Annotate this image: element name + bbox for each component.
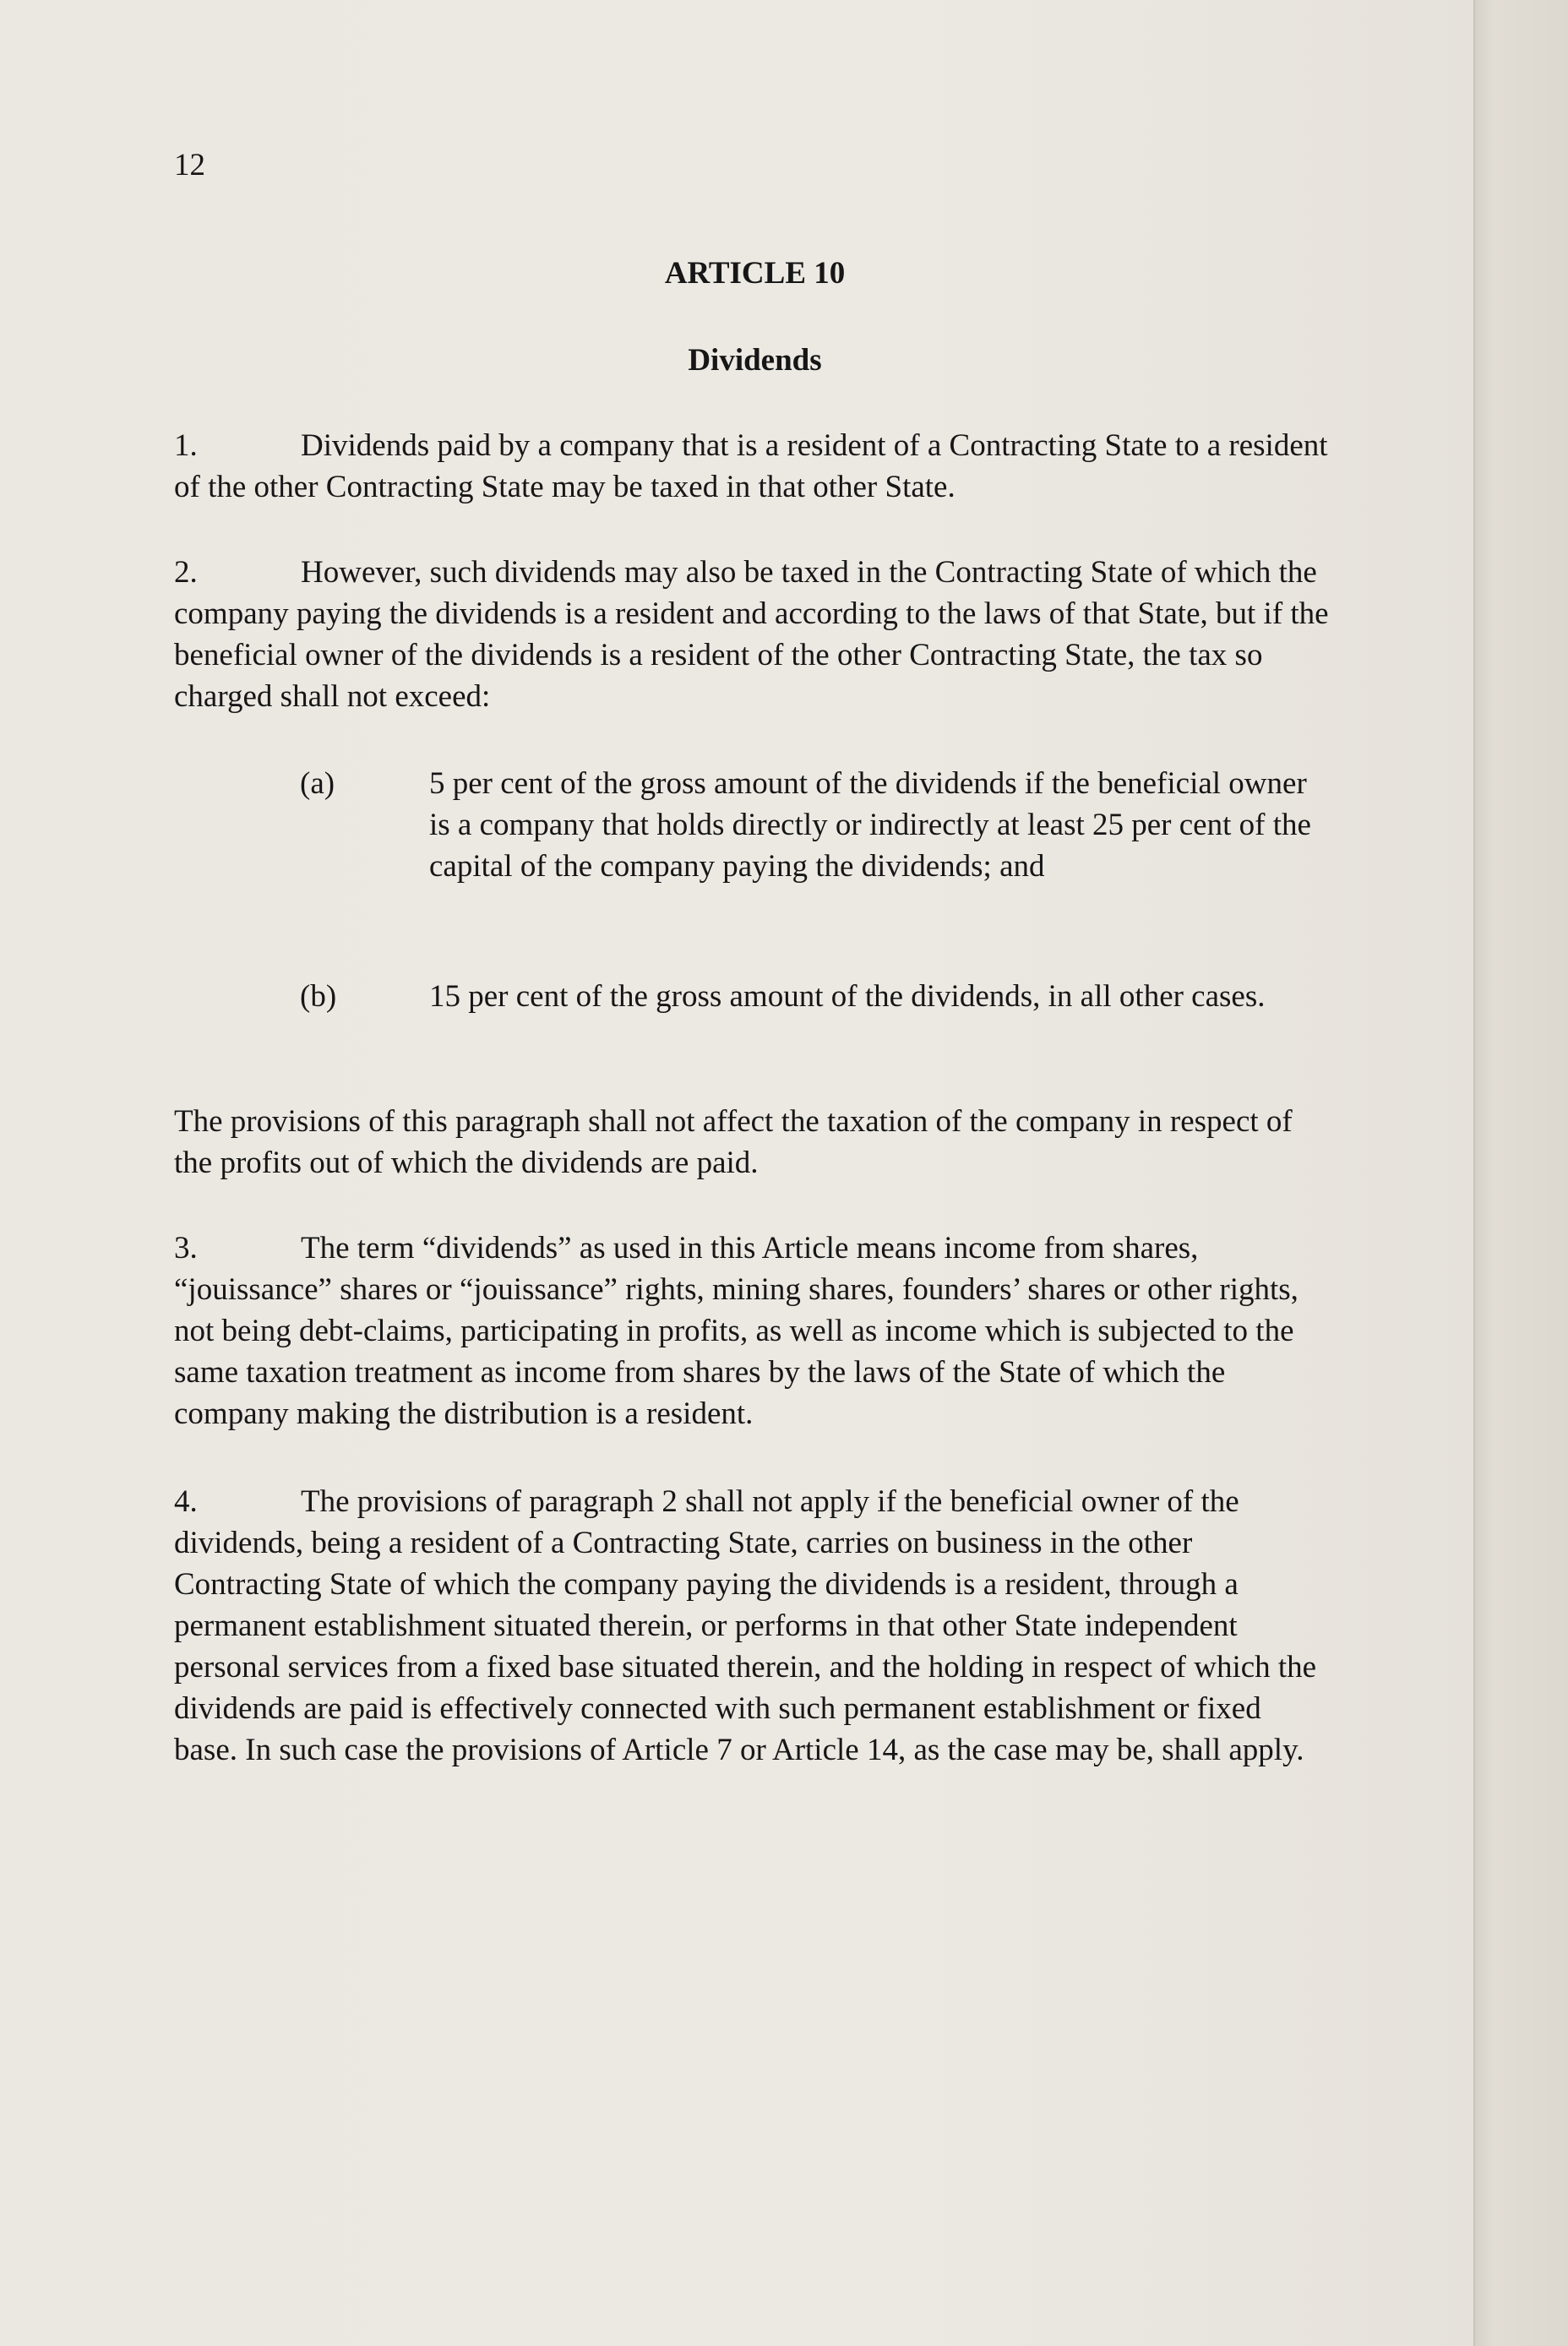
paragraph-2-text: However, such dividends may also be taxed in the Contracting State of which the company paying the dividends is a resident and according to the laws of that State, but if the beneficial owner of the dividends is a resident of the other Contracting State, the tax so charged shall not exceed:: [174, 555, 1329, 714]
subparagraph-b-text: 15 per cent of the gross amount of the dividends, in all other cases.: [429, 979, 1266, 1014]
paragraph-1-number: 1.: [174, 428, 198, 463]
paragraph-2: [174, 552, 1331, 717]
paragraph-3-text: The term “dividends” as used in this Article means income from shares, “jouissance” shares or “jouissance” rights, mining shares, founders’ shares or other rights, not being debt-claims, participating in profits, as well as income which is subjected to the same taxation treatment as income from shares by the laws of the State of which the company making the distribution is a resident.: [174, 1231, 1298, 1431]
article-title: ARTICLE 10: [664, 256, 846, 291]
paragraph-3: [174, 1227, 1331, 1434]
paragraph-2-number: 2.: [174, 555, 198, 590]
facing-page-edge: [1475, 0, 1568, 2346]
paragraph-1: [174, 425, 1331, 508]
article-subtitle: Dividends: [688, 343, 822, 378]
page-number: 12: [174, 148, 205, 182]
subparagraph-a-label: (a): [300, 766, 335, 801]
paragraph-4: [174, 1481, 1331, 1771]
subparagraph-a: [300, 763, 1314, 932]
paragraph-4-text: The provisions of paragraph 2 shall not apply if the beneficial owner of the dividends, being a resident of a Contracting State, carries on business in the other Contracting State of which the company paying the dividends is a resident, through a permanent establishment situated therein, or performs in that other State independent personal services from a fixed base situated therein, and the holding in respect of which the dividends are paid is effectively connected with such permanent establishment or fixed base. In such case the provisions of Article 7 or Article 14, as the case may be, shall apply.: [174, 1484, 1317, 1767]
subparagraph-b-label: (b): [300, 979, 337, 1014]
subparagraph-b: [300, 976, 1314, 1060]
paragraph-2-closing: The provisions of this paragraph shall not affect the taxation of the company in respect of the profits out of which the dividends are paid.: [174, 1104, 1293, 1180]
paragraph-1-text: Dividends paid by a company that is a resident of a Contracting State to a resident of the other Contracting State may be taxed in that other State.: [174, 428, 1328, 504]
paragraph-4-number: 4.: [174, 1484, 198, 1519]
paragraph-3-number: 3.: [174, 1231, 198, 1266]
subparagraph-a-text: 5 per cent of the gross amount of the dividends if the beneficial owner is a company that holds directly or indirectly at least 25 per cent of the capital of the company paying the dividends; and: [429, 766, 1311, 884]
